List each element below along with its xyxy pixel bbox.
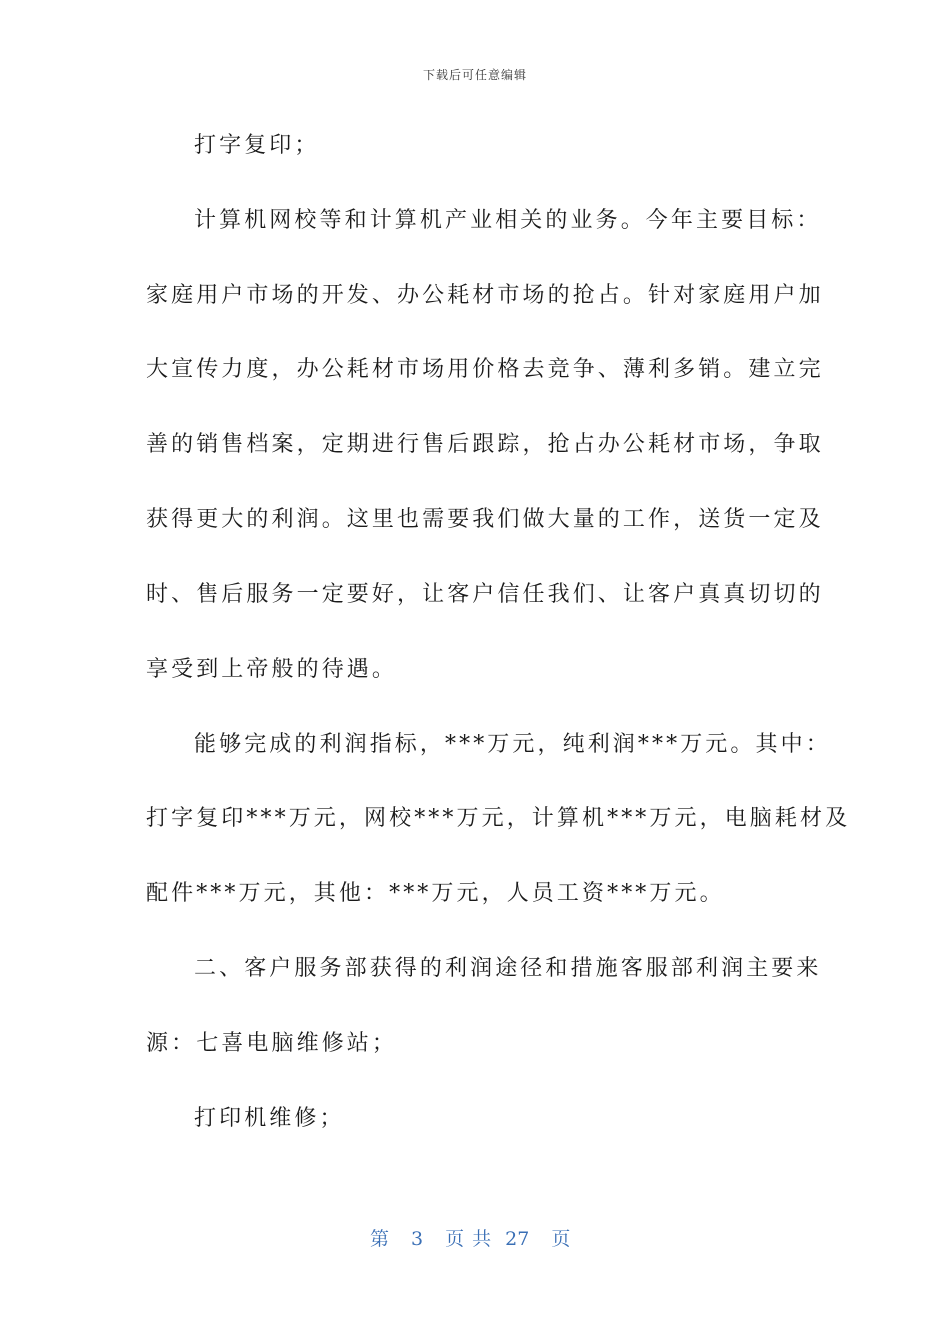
- footer-label-ye: 页: [445, 1228, 465, 1250]
- text-line: 时、售后服务一定要好，让客户信任我们、让客户真真切切的: [146, 582, 824, 607]
- page-footer: [370, 1226, 570, 1252]
- text-line: 打字复印***万元，网校***万元，计算机***万元，电脑耗材及: [146, 806, 851, 831]
- footer-label-gong: 共: [472, 1228, 492, 1250]
- text-line: 大宣传力度，办公耗材市场用价格去竞争、薄利多销。建立完: [146, 357, 824, 382]
- text-line: 二、客户服务部获得的利润途径和措施客服部利润主要来: [194, 956, 822, 981]
- text-line: 打字复印；: [194, 133, 320, 158]
- text-line: 源：七喜电脑维修站；: [146, 1031, 398, 1056]
- text-line: 计算机网校等和计算机产业相关的业务。今年主要目标：: [194, 208, 822, 233]
- current-page-number: 3: [411, 1228, 424, 1250]
- text-line: 享受到上帝般的待遇。: [146, 657, 398, 682]
- text-line: 善的销售档案，定期进行售后跟踪，抢占办公耗材市场，争取: [146, 432, 824, 457]
- footer-label-ye-end: 页: [551, 1228, 571, 1250]
- text-line: 获得更大的利润。这里也需要我们做大量的工作，送货一定及: [146, 507, 824, 532]
- text-line: 能够完成的利润指标，***万元，纯利润***万元。其中：: [194, 732, 831, 757]
- text-line: 打印机维修；: [194, 1106, 345, 1131]
- text-line: 配件***万元，其他：***万元，人员工资***万元。: [146, 881, 725, 906]
- footer-label-di: 第: [370, 1228, 390, 1250]
- total-page-count: 27: [505, 1228, 530, 1250]
- text-line: 家庭用户市场的开发、办公耗材市场的抢占。针对家庭用户加: [146, 283, 824, 308]
- page-header: 下载后可任意编辑: [422, 68, 527, 82]
